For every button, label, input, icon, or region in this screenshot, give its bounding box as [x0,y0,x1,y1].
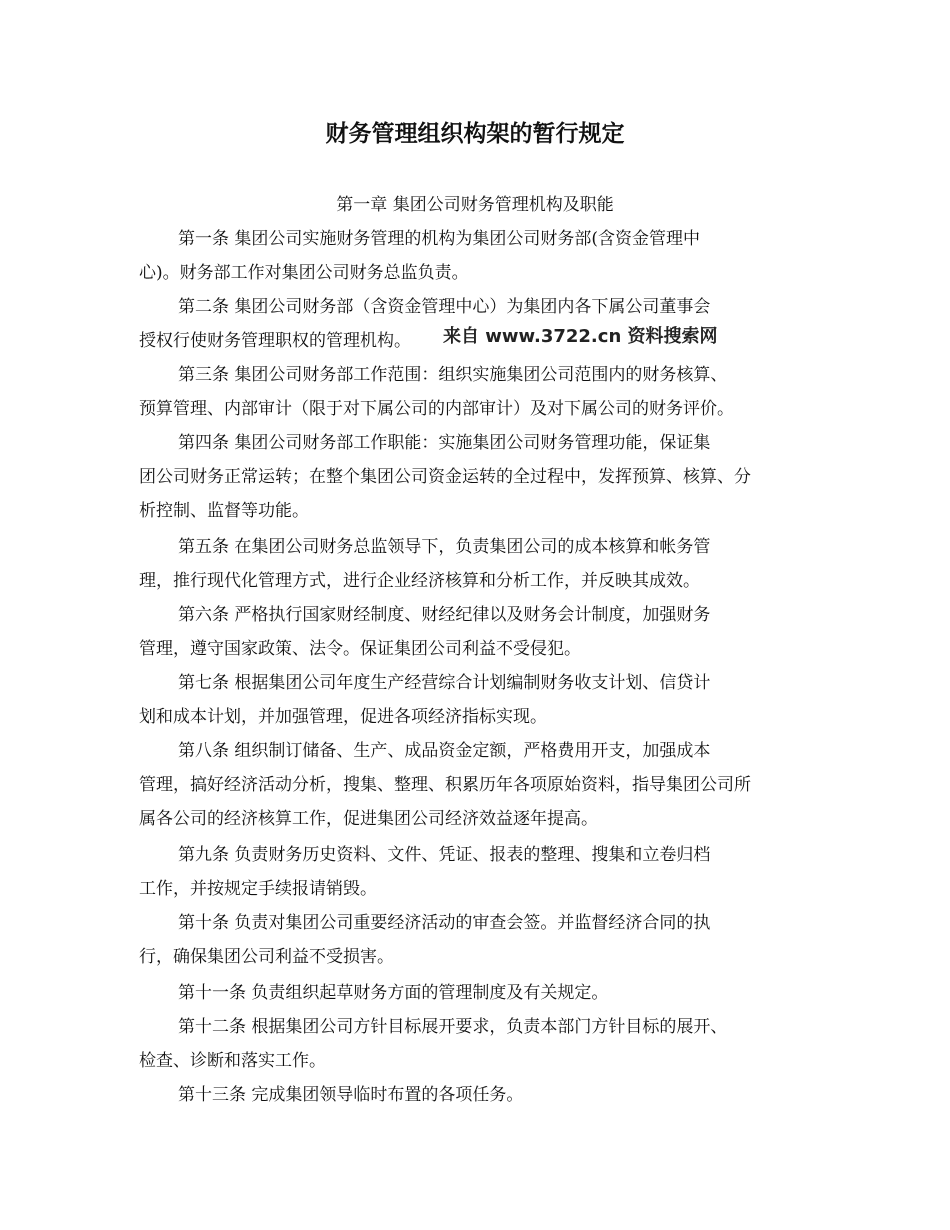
article-1-line-1: 第一条 集团公司实施财务管理的机构为集团公司财务部(含资金管理中 [178,229,701,249]
article-8-line-2: 管理，搞好经济活动分析，搜集、整理、积累历年各项原始资料，指导集团公司所 [139,775,751,795]
article-9-line-2: 工作，并按规定手续报请销毁。 [139,879,377,899]
article-6-line-2: 管理，遵守国家政策、法令。保证集团公司利益不受侵犯。 [139,639,581,659]
article-2-line-1: 第二条 集团公司财务部（含资金管理中心）为集团内各下属公司董事会 [178,297,711,317]
article-1-line-2: 心)。财务部工作对集团公司财务总监负责。 [139,263,469,283]
chapter-heading: 第一章 集团公司财务管理机构及职能 [336,195,614,215]
article-4-line-3: 析控制、监督等功能。 [139,501,309,521]
article-3-line-1: 第三条 集团公司财务部工作范围：组织实施集团公司范围内的财务核算、 [178,365,728,385]
article-8-line-3: 属各公司的经济核算工作，促进集团公司经济效益逐年提高。 [139,809,598,829]
article-10-line-1: 第十条 负责对集团公司重要经济活动的审查会签。并监督经济合同的执 [178,913,711,933]
article-2-line-2: 授权行使财务管理职权的管理机构。 [139,331,411,351]
article-4-line-2: 团公司财务正常运转；在整个集团公司资金运转的全过程中，发挥预算、核算、分 [139,467,751,487]
document-title: 财务管理组织构架的暂行规定 [325,121,625,147]
article-10-line-2: 行，确保集团公司利益不受损害。 [139,947,394,967]
article-5-line-2: 理，推行现代化管理方式，进行企业经济核算和分析工作，并反映其成效。 [139,571,700,591]
article-8-line-1: 第八条 组织制订储备、生产、成品资金定额，严格费用开支，加强成本 [178,741,711,761]
article-3-line-2: 预算管理、内部审计（限于对下属公司的内部审计）及对下属公司的财务评价。 [139,399,734,419]
article-7-line-2: 划和成本计划，并加强管理，促进各项经济指标实现。 [139,707,547,727]
article-13-line-1: 第十三条 完成集团领导临时布置的各项任务。 [178,1085,524,1105]
article-7-line-1: 第七条 根据集团公司年度生产经营综合计划编制财务收支计划、信贷计 [178,673,711,693]
article-4-line-1: 第四条 集团公司财务部工作职能：实施集团公司财务管理功能，保证集 [178,433,711,453]
article-12-line-1: 第十二条 根据集团公司方针目标展开要求，负责本部门方针目标的展开、 [178,1017,728,1037]
article-5-line-1: 第五条 在集团公司财务总监领导下，负责集团公司的成本核算和帐务管 [178,537,711,557]
article-6-line-1: 第六条 严格执行国家财经制度、财经纪律以及财务会计制度，加强财务 [178,605,711,625]
article-11-line-1: 第十一条 负责组织起草财务方面的管理制度及有关规定。 [178,983,609,1003]
article-9-line-1: 第九条 负责财务历史资料、文件、凭证、报表的整理、搜集和立卷归档 [178,845,711,865]
watermark-text: 来自 www.3722.cn 资料搜索网 [443,326,718,347]
article-12-line-2: 检查、诊断和落实工作。 [139,1051,326,1071]
